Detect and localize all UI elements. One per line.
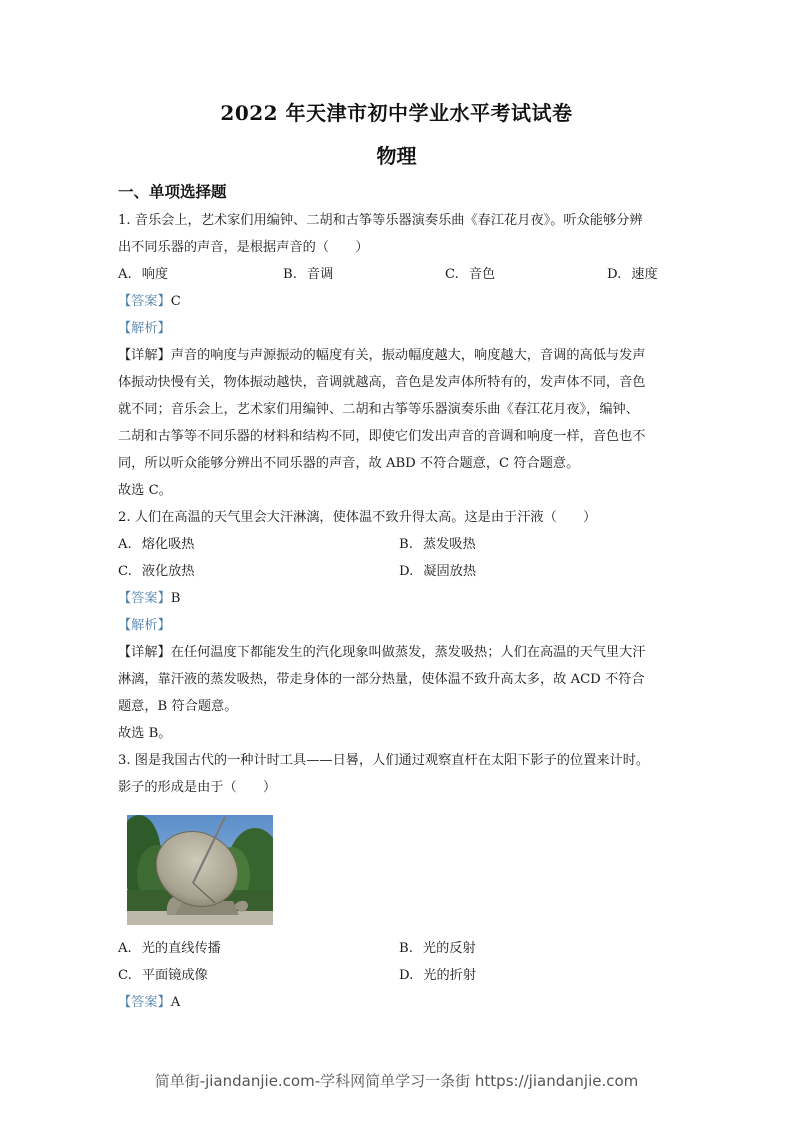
answer-label: 【答案】 — [118, 995, 171, 1010]
options-row — [118, 935, 680, 962]
detail-line: 【详解】声音的响度与声源振动的幅度有关，振动幅度越大，响度越大，音调的高低与发声 — [118, 348, 646, 363]
document-subject: 物理 — [376, 144, 417, 168]
option-b: B. 光的反射 — [399, 941, 476, 956]
option-a: A. 光的直线传播 — [118, 941, 221, 956]
detail-line: 淋漓，靠汗液的蒸发吸热，带走身体的一部分热量，使体温不致升高太多，故 ACD 不符合 — [118, 672, 645, 687]
question-stem-line: 2. 人们在高温的天气里会大汗淋漓，使体温不致升得太高。这是由于汗液（ ） — [118, 510, 597, 525]
options-row — [118, 962, 680, 989]
detail-line: 题意，B 符合题意。 — [118, 699, 238, 714]
analysis-line — [118, 315, 680, 342]
analysis-label: 【解析】 — [118, 618, 171, 633]
detail-line: 就不同；音乐会上，艺术家们用编钟、二胡和古筝等乐器演奏乐曲《春江花月夜》，编钟、 — [118, 402, 639, 417]
sundial-image — [127, 815, 273, 925]
answer-line — [118, 585, 680, 612]
answer-line — [118, 288, 680, 315]
option-d: D. 速度 — [607, 267, 658, 282]
options-row — [118, 531, 680, 558]
section-heading: 一、单项选择题 — [118, 182, 227, 201]
conclusion-line: 故选 C。 — [118, 483, 172, 498]
answer-value: C — [170, 294, 181, 309]
option-c: C. 液化放热 — [118, 564, 195, 579]
question-stem-line: 影子的形成是由于（ ） — [118, 780, 277, 795]
question-2 — [118, 504, 680, 747]
answer-label: 【答案】 — [118, 294, 171, 309]
answer-value: B — [170, 591, 181, 606]
question-stem-line: 3. 图是我国古代的一种计时工具——日晷，人们通过观察直杆在太阳下影子的位置来计时。 — [118, 753, 650, 768]
detail-line: 体振动快慢有关，物体振动越快，音调就越高，音色是发声体所特有的，发声体不同，音色 — [118, 375, 646, 390]
option-c: C. 平面镜成像 — [118, 968, 208, 983]
option-d: D. 凝固放热 — [399, 564, 477, 579]
question-stem-line: 出不同乐器的声音，是根据声音的（ ） — [118, 240, 369, 255]
document-title: 2022 年天津市初中学业水平考试试卷 — [220, 101, 573, 125]
content-body — [118, 207, 680, 1016]
analysis-label: 【解析】 — [118, 321, 171, 336]
analysis-line — [118, 612, 680, 639]
answer-label: 【答案】 — [118, 591, 171, 606]
footer-watermark: 简单街-jiandanjie.com-学科网简单学习一条街 https://jiandanjie.com — [154, 1072, 639, 1090]
conclusion-line: 故选 B。 — [118, 726, 172, 741]
options-row — [118, 558, 680, 585]
options-row — [118, 261, 680, 288]
option-c: C. 音色 — [445, 267, 496, 282]
option-a: A. 响度 — [118, 267, 169, 282]
answer-value: A — [170, 995, 181, 1010]
detail-line: 同，所以听众能够分辨出不同乐器的声音，故 ABD 不符合题意，C 符合题意。 — [118, 456, 580, 471]
question-stem-line: 1. 音乐会上，艺术家们用编钟、二胡和古筝等乐器演奏乐曲《春江花月夜》。听众能够分辨 — [118, 213, 643, 228]
detail-label: 【详解】 — [118, 645, 171, 660]
detail-line: 【详解】在任何温度下都能发生的汽化现象叫做蒸发，蒸发吸热；人们在高温的天气里大汗 — [118, 645, 646, 660]
answer-line — [118, 989, 680, 1016]
option-b: B. 蒸发吸热 — [399, 537, 476, 552]
question-1 — [118, 207, 680, 504]
option-b: B. 音调 — [283, 267, 334, 282]
detail-label: 【详解】 — [118, 348, 171, 363]
detail-line: 二胡和古筝等不同乐器的材料和结构不同，即使它们发出声音的音调和响度一样，音色也不 — [118, 429, 646, 444]
question-3 — [118, 747, 680, 1016]
option-d: D. 光的折射 — [399, 968, 477, 983]
option-a: A. 熔化吸热 — [118, 537, 195, 552]
